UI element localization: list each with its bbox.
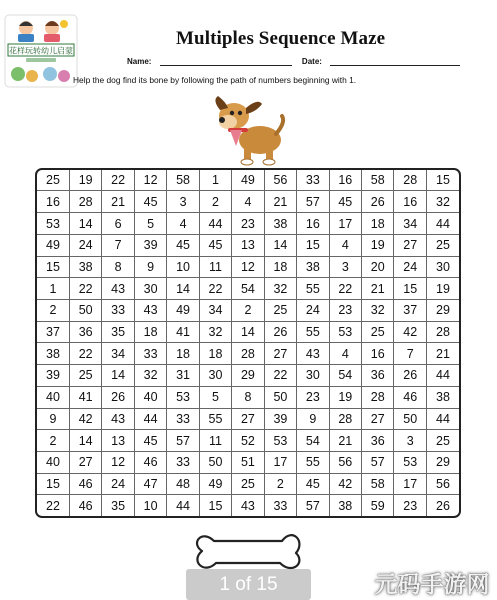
maze-row [37,495,459,516]
maze-cell[interactable]: 57 [167,430,199,452]
maze-cell[interactable]: 21 [102,191,134,213]
maze-cell[interactable]: 9 [134,256,166,278]
maze-cell[interactable]: 58 [362,473,394,495]
maze-cell[interactable]: 15 [199,495,231,516]
maze-cell[interactable]: 4 [232,191,264,213]
maze-cell[interactable]: 45 [134,191,166,213]
maze-cell[interactable]: 29 [426,451,459,473]
maze-row [37,234,459,256]
maze-cell[interactable]: 36 [362,430,394,452]
maze-cell[interactable]: 45 [199,234,231,256]
maze-cell[interactable]: 40 [134,386,166,408]
maze-cell[interactable]: 3 [394,430,426,452]
maze-cell[interactable]: 34 [102,343,134,365]
maze-cell[interactable]: 44 [134,408,166,430]
maze-cell[interactable]: 46 [134,451,166,473]
maze-cell[interactable]: 36 [362,365,394,387]
maze-cell[interactable]: 44 [426,365,459,387]
maze-cell[interactable]: 12 [102,451,134,473]
maze-cell[interactable]: 16 [394,191,426,213]
maze-row [37,300,459,322]
maze-cell[interactable]: 50 [199,451,231,473]
maze-cell[interactable]: 57 [297,191,329,213]
maze-cell[interactable]: 39 [264,408,296,430]
maze-cell[interactable]: 38 [426,386,459,408]
maze-grid [35,168,461,518]
maze-cell[interactable]: 41 [69,386,101,408]
maze-row [37,278,459,300]
maze-cell[interactable]: 18 [134,321,166,343]
maze-cell[interactable]: 22 [37,495,69,516]
dog-illustration [210,94,286,166]
maze-cell[interactable]: 18 [264,256,296,278]
maze-cell[interactable]: 2 [232,300,264,322]
instruction-text: Help the dog find its bone by following the path of numbers beginning with 1. [73,75,357,85]
maze-cell[interactable]: 15 [394,278,426,300]
maze-cell[interactable]: 29 [426,300,459,322]
maze-cell[interactable]: 54 [329,365,361,387]
maze-cell[interactable]: 33 [167,451,199,473]
maze-cell[interactable]: 3 [167,191,199,213]
maze-cell[interactable]: 33 [264,495,296,516]
maze-cell[interactable]: 43 [232,495,264,516]
maze-cell[interactable]: 14 [69,430,101,452]
dog-icon [210,94,286,166]
maze-cell[interactable]: 42 [69,408,101,430]
maze-row [37,473,459,495]
maze-cell[interactable]: 20 [362,256,394,278]
maze-cell[interactable]: 45 [167,234,199,256]
maze-cell[interactable]: 36 [69,321,101,343]
maze-cell[interactable]: 30 [134,278,166,300]
maze-cell[interactable]: 14 [102,365,134,387]
page-indicator[interactable]: 1 of 15 [186,569,311,600]
maze-row [37,451,459,473]
maze-cell[interactable]: 44 [426,408,459,430]
maze-cell[interactable]: 8 [102,256,134,278]
maze-cell[interactable]: 28 [394,170,426,191]
maze-cell[interactable]: 16 [329,170,361,191]
maze-cell[interactable]: 55 [199,408,231,430]
maze-cell[interactable]: 19 [329,386,361,408]
maze-cell[interactable]: 22 [69,343,101,365]
maze-cell[interactable]: 24 [297,300,329,322]
maze-cell[interactable]: 4 [167,213,199,235]
maze-cell[interactable]: 25 [232,473,264,495]
maze-cell[interactable]: 2 [37,430,69,452]
maze-cell[interactable]: 33 [297,170,329,191]
maze-cell[interactable]: 53 [329,321,361,343]
maze-cell[interactable]: 23 [394,495,426,516]
maze-row [37,321,459,343]
maze-cell[interactable]: 35 [102,495,134,516]
maze-cell[interactable]: 13 [102,430,134,452]
maze-cell[interactable]: 54 [232,278,264,300]
maze-cell[interactable]: 32 [426,191,459,213]
maze-row [37,256,459,278]
maze-cell[interactable]: 56 [264,170,296,191]
maze-cell[interactable]: 58 [167,170,199,191]
maze-cell[interactable]: 28 [69,191,101,213]
maze-cell[interactable]: 26 [102,386,134,408]
maze-cell[interactable]: 56 [426,473,459,495]
maze-cell[interactable]: 43 [134,300,166,322]
site-watermark: 元码手游网 [374,571,490,597]
maze-cell[interactable]: 25 [362,321,394,343]
maze-cell[interactable]: 19 [426,278,459,300]
maze-cell[interactable]: 26 [394,365,426,387]
maze-cell[interactable]: 29 [232,365,264,387]
maze-cell[interactable]: 33 [167,408,199,430]
maze-cell[interactable]: 17 [264,451,296,473]
maze-cell[interactable]: 24 [69,234,101,256]
maze-cell[interactable]: 53 [37,213,69,235]
maze-cell[interactable]: 7 [394,343,426,365]
maze-cell[interactable]: 37 [394,300,426,322]
maze-cell[interactable]: 19 [69,170,101,191]
maze-cell[interactable]: 40 [37,386,69,408]
maze-cell[interactable]: 47 [134,473,166,495]
maze-cell[interactable]: 11 [199,256,231,278]
maze-cell[interactable]: 46 [69,495,101,516]
maze-cell[interactable]: 21 [362,278,394,300]
maze-cell[interactable]: 15 [37,256,69,278]
maze-cell[interactable]: 25 [69,365,101,387]
maze-cell[interactable]: 30 [199,365,231,387]
page-title: Multiples Sequence Maze [176,28,386,49]
maze-cell[interactable]: 16 [37,191,69,213]
maze-cell[interactable]: 18 [199,343,231,365]
maze-cell[interactable]: 13 [232,234,264,256]
maze-cell[interactable]: 32 [264,278,296,300]
maze-row [37,213,459,235]
maze-cell[interactable]: 52 [232,430,264,452]
name-label: Name: [127,57,152,66]
maze-cell[interactable]: 35 [102,321,134,343]
maze-cell[interactable]: 43 [102,408,134,430]
maze-cell[interactable]: 8 [232,386,264,408]
maze-cell[interactable]: 28 [426,321,459,343]
maze-cell[interactable]: 45 [297,473,329,495]
maze-cell[interactable]: 45 [329,191,361,213]
maze-cell[interactable]: 14 [232,321,264,343]
maze-cell[interactable]: 56 [329,451,361,473]
maze-cell[interactable]: 28 [362,386,394,408]
maze-cell[interactable]: 42 [394,321,426,343]
maze-cell[interactable]: 15 [37,473,69,495]
maze-cell[interactable]: 21 [329,430,361,452]
maze-cell[interactable]: 38 [329,495,361,516]
maze-cell[interactable]: 25 [264,300,296,322]
maze-row [37,191,459,213]
maze-cell[interactable]: 25 [426,234,459,256]
maze-cell[interactable]: 2 [264,473,296,495]
maze-cell[interactable]: 16 [297,213,329,235]
maze-cell[interactable]: 38 [69,256,101,278]
maze-cell[interactable]: 55 [297,451,329,473]
maze-cell[interactable]: 51 [232,451,264,473]
maze-cell[interactable]: 2 [37,300,69,322]
maze-cell[interactable]: 50 [69,300,101,322]
maze-cell[interactable]: 6 [102,213,134,235]
maze-cell[interactable]: 49 [167,300,199,322]
maze-cell[interactable]: 17 [329,213,361,235]
maze-cell[interactable]: 33 [102,300,134,322]
maze-cell[interactable]: 22 [102,170,134,191]
maze-cell[interactable]: 39 [134,234,166,256]
maze-cell[interactable]: 38 [37,343,69,365]
maze-cell[interactable]: 46 [394,386,426,408]
maze-cell[interactable]: 49 [37,234,69,256]
maze-cell[interactable]: 50 [394,408,426,430]
maze-cell[interactable]: 21 [264,191,296,213]
maze-cell[interactable]: 22 [329,278,361,300]
maze-cell[interactable]: 59 [362,495,394,516]
maze-row [37,430,459,452]
maze-row [37,408,459,430]
maze-cell[interactable]: 14 [167,278,199,300]
date-input-line[interactable] [330,58,460,66]
maze-cell[interactable]: 15 [426,170,459,191]
maze-cell[interactable]: 1 [37,278,69,300]
maze-cell[interactable]: 31 [167,365,199,387]
maze-cell[interactable]: 32 [362,300,394,322]
maze-cell[interactable]: 53 [394,451,426,473]
maze-cell[interactable]: 26 [264,321,296,343]
maze-cell[interactable]: 38 [297,256,329,278]
maze-cell[interactable]: 5 [134,213,166,235]
maze-cell[interactable]: 43 [102,278,134,300]
maze-cell[interactable]: 34 [394,213,426,235]
maze-cell[interactable]: 10 [167,256,199,278]
maze-cell[interactable]: 44 [426,213,459,235]
maze-cell[interactable]: 10 [134,495,166,516]
maze-row [37,170,459,191]
maze-cell[interactable]: 23 [329,300,361,322]
maze-cell[interactable]: 58 [362,170,394,191]
maze-cell[interactable]: 55 [297,278,329,300]
maze-cell[interactable]: 18 [362,213,394,235]
maze-cell[interactable]: 25 [426,430,459,452]
maze-cell[interactable]: 32 [199,321,231,343]
maze-cell[interactable]: 24 [394,256,426,278]
maze-cell[interactable]: 9 [37,408,69,430]
maze-cell[interactable]: 49 [199,473,231,495]
maze-row [37,365,459,387]
maze-cell[interactable]: 5 [199,386,231,408]
maze-cell[interactable]: 27 [264,343,296,365]
maze-cell[interactable]: 26 [426,495,459,516]
maze-cell[interactable]: 48 [167,473,199,495]
maze-cell[interactable]: 16 [362,343,394,365]
maze-cell[interactable]: 27 [394,234,426,256]
maze-cell[interactable]: 49 [232,170,264,191]
maze-cell[interactable]: 57 [297,495,329,516]
maze-row [37,386,459,408]
maze-cell[interactable]: 41 [167,321,199,343]
maze-cell[interactable]: 43 [297,343,329,365]
maze-cell[interactable]: 30 [426,256,459,278]
maze-cell[interactable]: 28 [232,343,264,365]
maze-cell[interactable]: 40 [37,451,69,473]
maze-cell[interactable]: 22 [199,278,231,300]
maze-row [37,343,459,365]
maze-cell[interactable]: 25 [37,170,69,191]
maze-cell[interactable]: 23 [232,213,264,235]
maze-cell[interactable]: 14 [69,213,101,235]
maze-cell[interactable]: 44 [167,495,199,516]
maze-cell[interactable]: 2 [199,191,231,213]
maze-cell[interactable]: 4 [329,234,361,256]
maze-cell[interactable]: 19 [362,234,394,256]
maze-cell[interactable]: 42 [329,473,361,495]
maze-cell[interactable]: 53 [167,386,199,408]
maze-cell[interactable]: 46 [69,473,101,495]
maze-cell[interactable]: 14 [264,234,296,256]
maze-cell[interactable]: 11 [199,430,231,452]
maze-cell[interactable]: 33 [134,343,166,365]
maze-table [37,170,459,516]
maze-cell[interactable]: 57 [362,451,394,473]
name-date-fields [127,57,460,66]
maze-cell[interactable]: 15 [297,234,329,256]
maze-cell[interactable]: 3 [329,256,361,278]
maze-cell[interactable]: 17 [394,473,426,495]
maze-cell[interactable]: 4 [329,343,361,365]
maze-cell[interactable]: 32 [134,365,166,387]
maze-cell[interactable]: 38 [264,213,296,235]
maze-cell[interactable]: 12 [232,256,264,278]
maze-cell[interactable]: 54 [297,430,329,452]
maze-cell[interactable]: 26 [362,191,394,213]
maze-cell[interactable]: 24 [102,473,134,495]
maze-cell[interactable]: 27 [232,408,264,430]
maze-cell[interactable]: 27 [362,408,394,430]
maze-cell[interactable]: 53 [264,430,296,452]
date-label: Date: [301,57,322,66]
maze-cell[interactable]: 21 [426,343,459,365]
maze-cell[interactable]: 28 [329,408,361,430]
maze-cell[interactable]: 1 [199,170,231,191]
maze-cell[interactable]: 9 [297,408,329,430]
logo-text: 花样玩转幼儿启蒙 [9,46,73,56]
maze-cell[interactable]: 50 [264,386,296,408]
maze-cell[interactable]: 37 [37,321,69,343]
maze-cell[interactable]: 44 [199,213,231,235]
maze-cell[interactable]: 39 [37,365,69,387]
maze-cell[interactable]: 7 [102,234,134,256]
maze-cell[interactable]: 34 [199,300,231,322]
kids-logo [4,14,78,88]
maze-cell[interactable]: 27 [69,451,101,473]
maze-cell[interactable]: 18 [167,343,199,365]
maze-cell[interactable]: 22 [264,365,296,387]
kids-logo-icon [4,14,78,88]
maze-cell[interactable]: 30 [297,365,329,387]
name-input-line[interactable] [160,58,292,66]
maze-cell[interactable]: 55 [297,321,329,343]
maze-cell[interactable]: 45 [134,430,166,452]
maze-cell[interactable]: 22 [69,278,101,300]
maze-cell[interactable]: 12 [134,170,166,191]
maze-cell[interactable]: 23 [297,386,329,408]
